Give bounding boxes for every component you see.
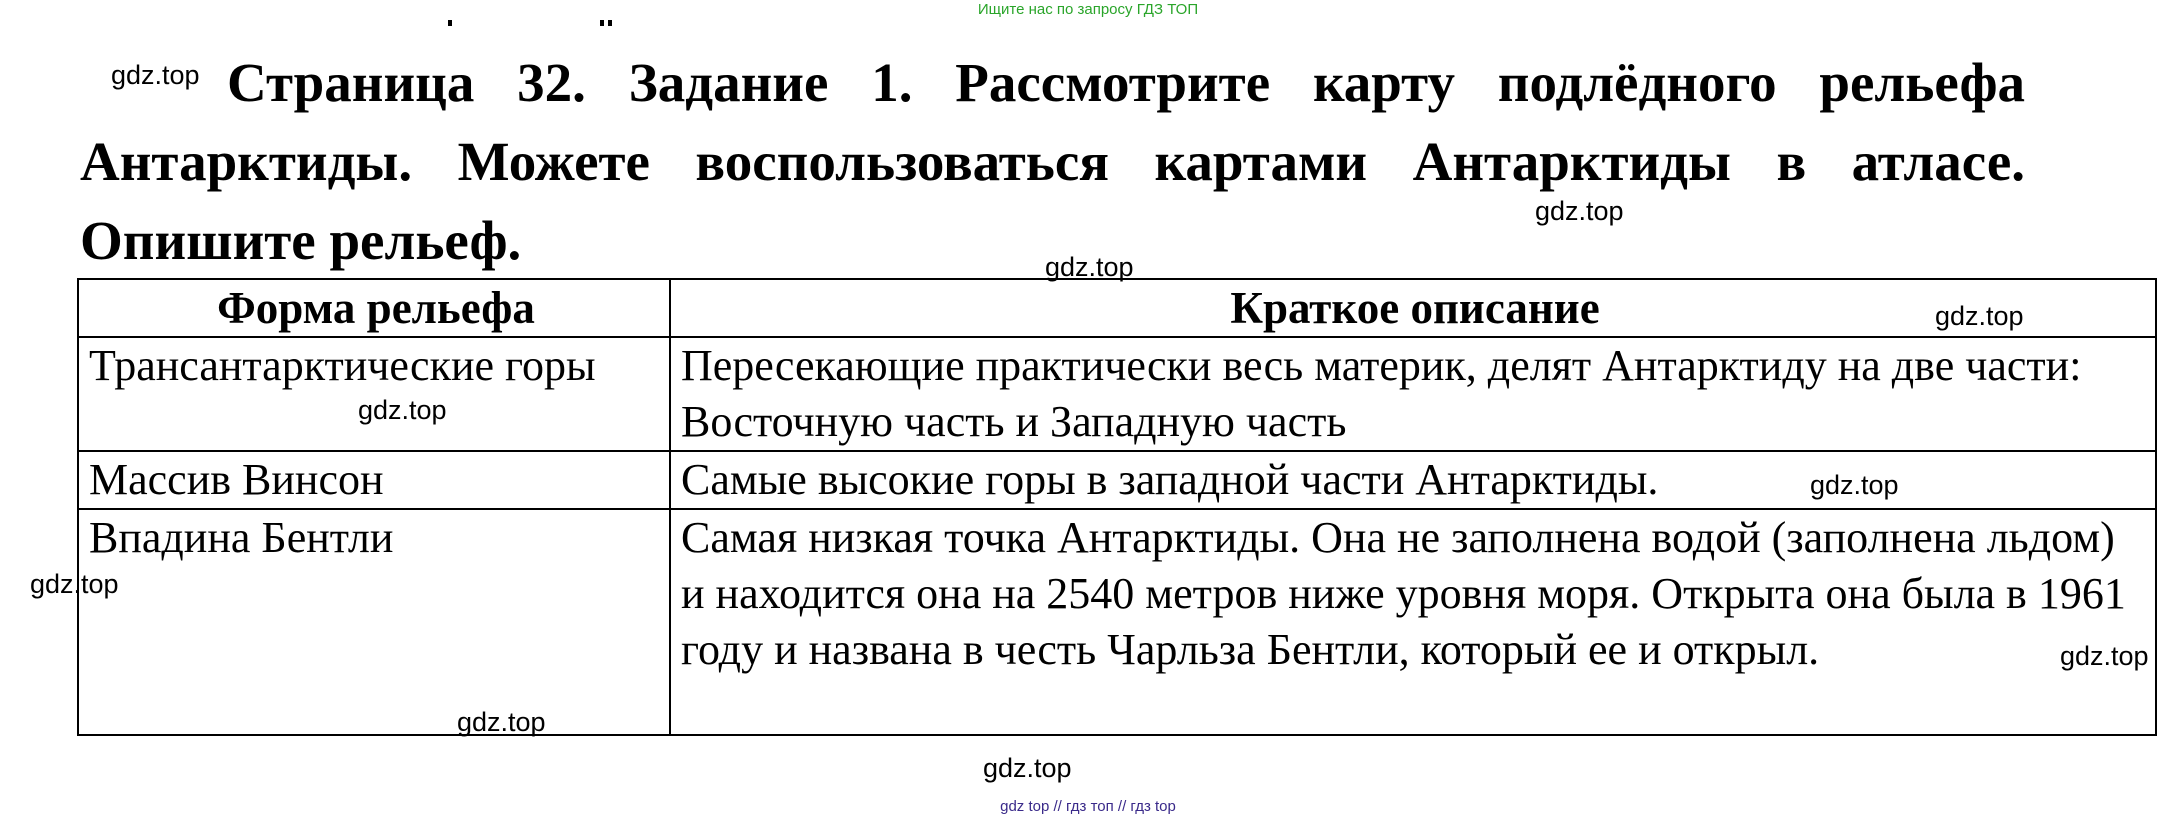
table-header-row [78, 279, 2156, 337]
column-header-description: Краткое описание [670, 279, 2156, 337]
search-hint-link[interactable]: Ищите нас по запросу ГДЗ ТОП [977, 1, 1199, 18]
relief-form-cell: Массив Винсон [78, 451, 670, 509]
column-header-form: Форма рельефа [78, 279, 670, 337]
relief-table [77, 278, 2157, 736]
relief-description-cell: Самые высокие горы в западной части Антарктиды. [670, 451, 2156, 509]
watermark: gdz.top [1535, 196, 1624, 226]
table-row [78, 509, 2156, 735]
watermark: gdz.top [30, 569, 119, 599]
watermark: gdz.top [457, 707, 546, 737]
relief-description-cell: Пересекающие практически весь материк, делят Антарктиду на две части: Восточную часть и Западную часть [670, 337, 2156, 451]
relief-form-cell: Трансантарктические горы [78, 337, 670, 451]
watermark: gdz.top [1810, 470, 1899, 500]
watermark: gdz.top [358, 395, 447, 425]
relief-description-cell: Самая низкая точка Антарктиды. Она не заполнена водой (заполнена льдом) и находится она на 2540 метров ниже уровня моря. Открыта она была в 1961 году и названа в честь Чарльза Бентли, который ее и открыл. [670, 509, 2156, 735]
task-heading: Страница 32. Задание 1. Рассмотрите карту подлёдного рельефа Антарктиды. Можете воспользоваться картами Антарктиды в атласе. Опишите рельеф. [80, 52, 2025, 271]
watermark: gdz.top [2060, 641, 2149, 671]
footer-links[interactable]: gdz top // гдз топ // гдз top [1000, 798, 1176, 815]
watermark: gdz.top [1935, 301, 2024, 331]
watermark: gdz.top [111, 60, 200, 90]
watermark: gdz.top [983, 753, 1072, 783]
crop-mark [448, 20, 608, 28]
watermark: gdz.top [1045, 252, 1134, 282]
relief-form-cell: Впадина Бентли [78, 509, 670, 735]
table-row [78, 337, 2156, 451]
